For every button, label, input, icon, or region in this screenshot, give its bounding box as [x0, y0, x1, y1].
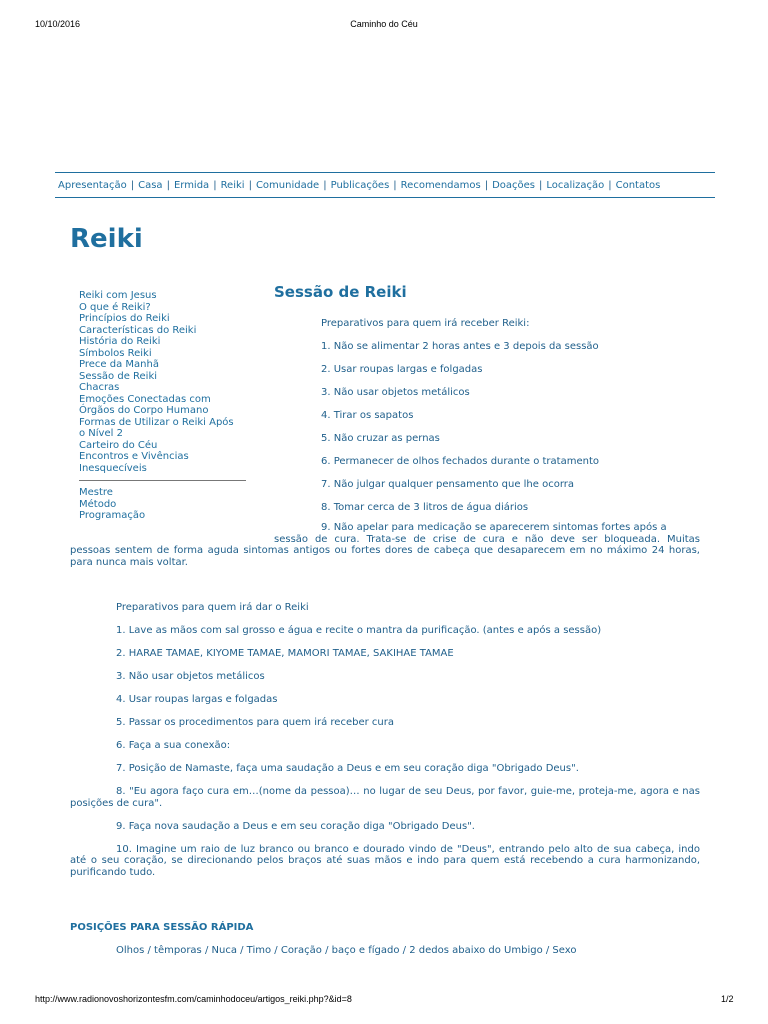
nav-link[interactable]: Ermida — [173, 179, 210, 191]
item9-line1: 9. Não apelar para medicação se aparecerem sintomas fortes após a — [321, 522, 667, 533]
sidebar-link[interactable]: Símbolos Reiki — [79, 347, 152, 359]
receiver-prep-list — [321, 318, 711, 525]
giver-prep-list — [70, 602, 700, 890]
sidebar-link[interactable]: Programação — [79, 510, 146, 521]
sidebar-link[interactable]: Inesquecíveis — [79, 462, 147, 474]
nav-separator: | — [484, 179, 489, 191]
sidebar-group-topics — [79, 290, 249, 474]
giver-intro: Preparativos para quem irá dar o Reiki — [116, 602, 309, 613]
nav-separator: | — [213, 179, 217, 191]
nav-link[interactable]: Casa — [138, 179, 163, 191]
page-title: Reiki — [70, 224, 143, 254]
receiver-item: 4. Tirar os sapatos — [321, 410, 414, 421]
nav-link[interactable]: Comunidade — [255, 179, 320, 191]
sidebar-link[interactable]: O que é Reiki? — [79, 301, 151, 313]
giver-item: 1. Lave as mãos com sal grosso e água e recite o mantra da purificação. (antes e após a sessão) — [116, 625, 602, 636]
item9-rest: pessoas sentem de forma aguda sintomas antigos ou fortes dores de cabeça que desaparecem em no máximo 24 horas, para nunca mais voltar. — [70, 545, 700, 568]
sidebar-link[interactable]: Encontros e Vivências — [79, 451, 189, 462]
print-page-number: 1/2 — [721, 994, 734, 1004]
sidebar — [79, 290, 249, 522]
giver-item: 7. Posição de Namaste, faça uma saudação a Deus e em seu coração diga "Obrigado Deus". — [116, 763, 579, 774]
sidebar-link[interactable]: Emoções Conectadas com — [79, 393, 211, 405]
giver-item: 3. Não usar objetos metálicos — [116, 671, 265, 682]
giver-item: 9. Faça nova saudação a Deus e em seu coração diga "Obrigado Deus". — [116, 820, 475, 832]
nav-separator: | — [608, 179, 612, 191]
sidebar-link[interactable]: Características do Reiki — [79, 324, 197, 336]
article-title: Sessão de Reiki — [274, 283, 407, 301]
giver-item: 2. HARAE TAMAE, KIYOME TAMAE, MAMORI TAMAE, SAKIHAE TAMAE — [116, 648, 454, 659]
positions-title: POSIÇÕES PARA SESSÃO RÁPIDA — [70, 922, 254, 933]
sidebar-link[interactable]: Método — [79, 498, 117, 510]
receiver-intro: Preparativos para quem irá receber Reiki: — [321, 318, 530, 329]
positions-text: Olhos / têmporas / Nuca / Timo / Coração / baço e fígado / 2 dedos abaixo do Umbigo / Sexo — [116, 945, 577, 956]
receiver-item: 6. Permanecer de olhos fechados durante o tratamento — [321, 456, 599, 467]
sidebar-link[interactable]: Reiki com Jesus — [79, 290, 157, 301]
sidebar-link[interactable]: Sessão de Reiki — [79, 370, 158, 382]
nav-link[interactable]: Contatos — [615, 179, 661, 191]
receiver-item: 1. Não se alimentar 2 horas antes e 3 depois da sessão — [321, 341, 599, 352]
receiver-item: 3. Não usar objetos metálicos — [321, 387, 470, 398]
main-nav — [55, 172, 715, 198]
item9-line2: sessão de cura. Trata-se de crise de cura e não deve ser bloqueada. Muitas — [274, 534, 700, 545]
print-date: 10/10/2016 — [35, 19, 81, 29]
sidebar-link[interactable]: Mestre — [79, 487, 113, 498]
receiver-item: 7. Não julgar qualquer pensamento que lhe ocorra — [321, 479, 575, 490]
nav-link[interactable]: Doações — [492, 179, 536, 191]
nav-separator: | — [539, 179, 543, 191]
sidebar-divider — [79, 480, 246, 481]
sidebar-link[interactable]: Princípios do Reiki — [79, 313, 170, 324]
nav-link[interactable]: Recomendamos — [400, 179, 481, 191]
receiver-item: 5. Não cruzar as pernas — [321, 433, 440, 444]
receiver-item: 8. Tomar cerca de 3 litros de água diários — [321, 502, 529, 513]
sidebar-group-people — [79, 487, 249, 522]
nav-separator: | — [130, 179, 135, 191]
sidebar-link[interactable]: Carteiro do Céu — [79, 439, 158, 451]
nav-separator: | — [323, 179, 327, 191]
giver-item: 5. Passar os procedimentos para quem irá receber cura — [116, 717, 394, 728]
print-page-title: Caminho do Céu — [350, 19, 418, 29]
nav-separator: | — [248, 179, 252, 191]
giver-item: 10. Imagine um raio de luz branco ou branco e dourado vindo de "Deus", entrando pelo alto de sua cabeça, indo até o seu coração, se direcionando pelos braços até suas mãos e indo para quem está recebendo a cura harmonizando, purificando tudo. — [70, 843, 700, 878]
nav-link[interactable]: Publicações — [330, 179, 390, 191]
sidebar-link[interactable]: Formas de Utilizar o Reiki Após — [79, 416, 234, 428]
sidebar-link[interactable]: História do Reiki — [79, 336, 161, 347]
giver-item: 6. Faça a sua conexão: — [116, 740, 231, 751]
nav-link[interactable]: Reiki — [220, 179, 245, 191]
sidebar-link[interactable]: Chacras — [79, 382, 120, 393]
sidebar-link[interactable]: o Nível 2 — [79, 428, 123, 439]
sidebar-link[interactable]: Prece da Manhã — [79, 359, 159, 370]
nav-separator: | — [166, 179, 170, 191]
giver-item: 4. Usar roupas largas e folgadas — [116, 694, 278, 705]
receiver-item: 2. Usar roupas largas e folgadas — [321, 364, 483, 375]
print-url: http://www.radionovoshorizontesfm.com/caminhodoceu/artigos_reiki.php?&id=8 — [35, 994, 352, 1004]
nav-link[interactable]: Localização — [546, 179, 605, 191]
nav-separator: | — [393, 179, 397, 191]
giver-item: 8. "Eu agora faço cura em…(nome da pessoa)… no lugar de seu Deus, por favor, guie-me, proteja-me, agora e nas posições de cura". — [70, 786, 700, 809]
nav-link[interactable]: Apresentação — [58, 179, 127, 191]
sidebar-link[interactable]: Órgãos do Corpo Humano — [79, 405, 209, 416]
